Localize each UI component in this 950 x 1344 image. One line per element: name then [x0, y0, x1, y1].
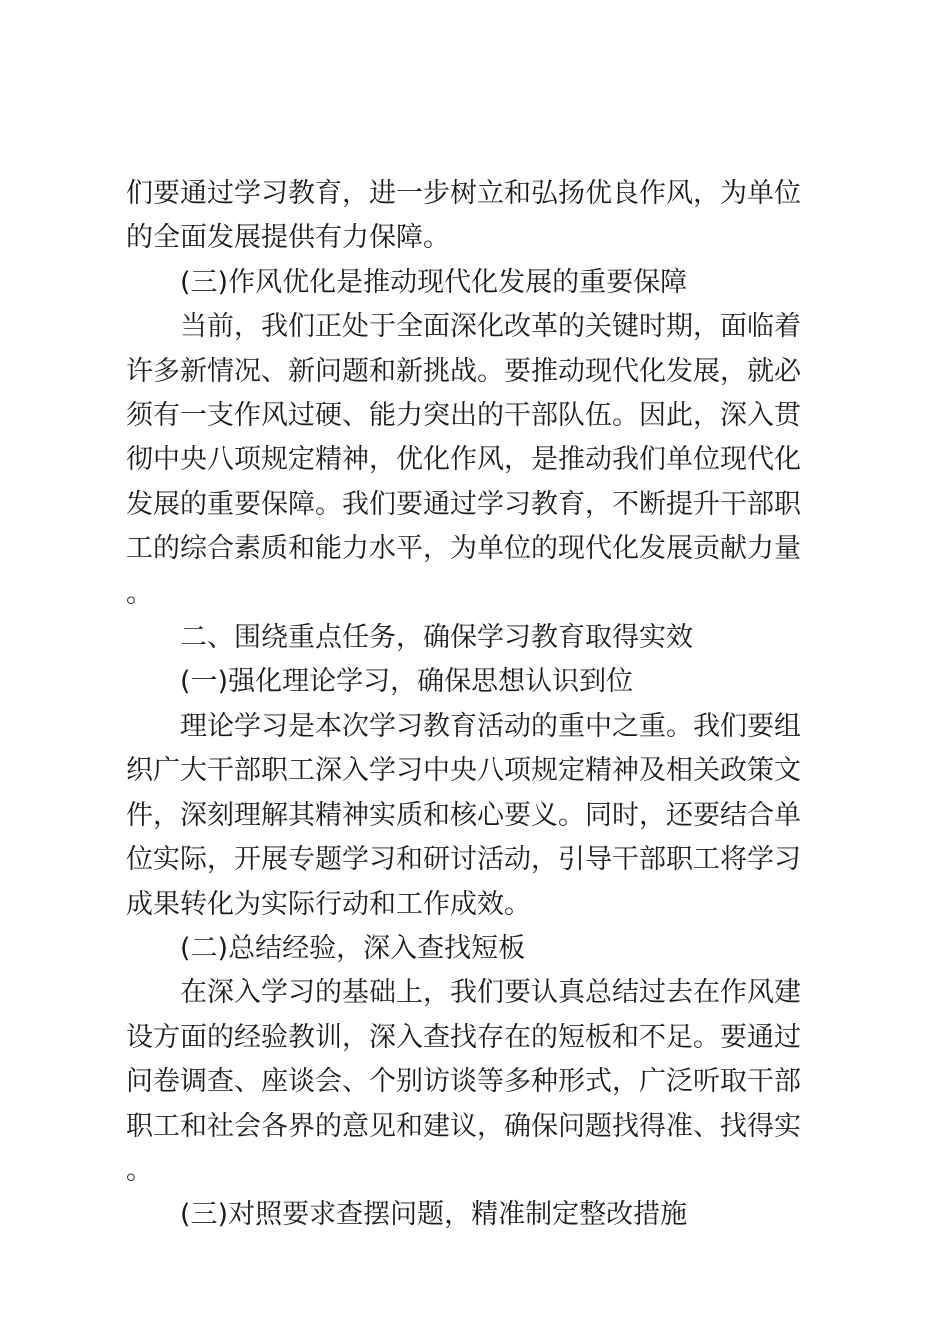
- section-heading-2: (二)总结经验，深入查找短板: [180, 932, 526, 964]
- body-paragraph: 当前，我们正处于全面深化改革的关键时期，面临着许多新情况、新问题和新挑战。要推动现代化发展，就必须有一支作风过硬、能力突出的干部队伍。因此，深入贯彻中央八项规定精神，优化作风，是推动我们单位现代化发展的重要保障。我们要通过学习教育，不断提升干部职工的综合素质和能力水平，为单位的现代化发展贡献力量。: [126, 311, 801, 609]
- document-body: [126, 172, 826, 1238]
- body-paragraph: 在深入学习的基础上，我们要认真总结过去在作风建设方面的经验教训，深入查找存在的短板和不足。要通过问卷调查、座谈会、个别访谈等多种形式，广泛听取干部职工和社会各界的意见和建议，确保问题找得准、找得实。: [126, 977, 801, 1186]
- section-heading-1: (一)强化理论学习，确保思想认识到位: [180, 666, 634, 698]
- body-paragraph: 理论学习是本次学习教育活动的重中之重。我们要组织广大干部职工深入学习中央八项规定精神及相关政策文件，深刻理解其精神实质和核心要义。同时，还要结合单位实际，开展专题学习和研讨活动，引导干部职工将学习成果转化为实际行动和工作成效。: [126, 710, 801, 920]
- continuation-paragraph: 们要通过学习教育，进一步树立和弘扬优良作风，为单位的全面发展提供有力保障。: [126, 178, 801, 254]
- section-heading-3: (三)作风优化是推动现代化发展的重要保障: [180, 266, 688, 298]
- section-heading-3b: (三)对照要求查摆问题，精准制定整改措施: [180, 1199, 688, 1231]
- chapter-heading-2: 二、围绕重点任务，确保学习教育取得实效: [180, 622, 693, 654]
